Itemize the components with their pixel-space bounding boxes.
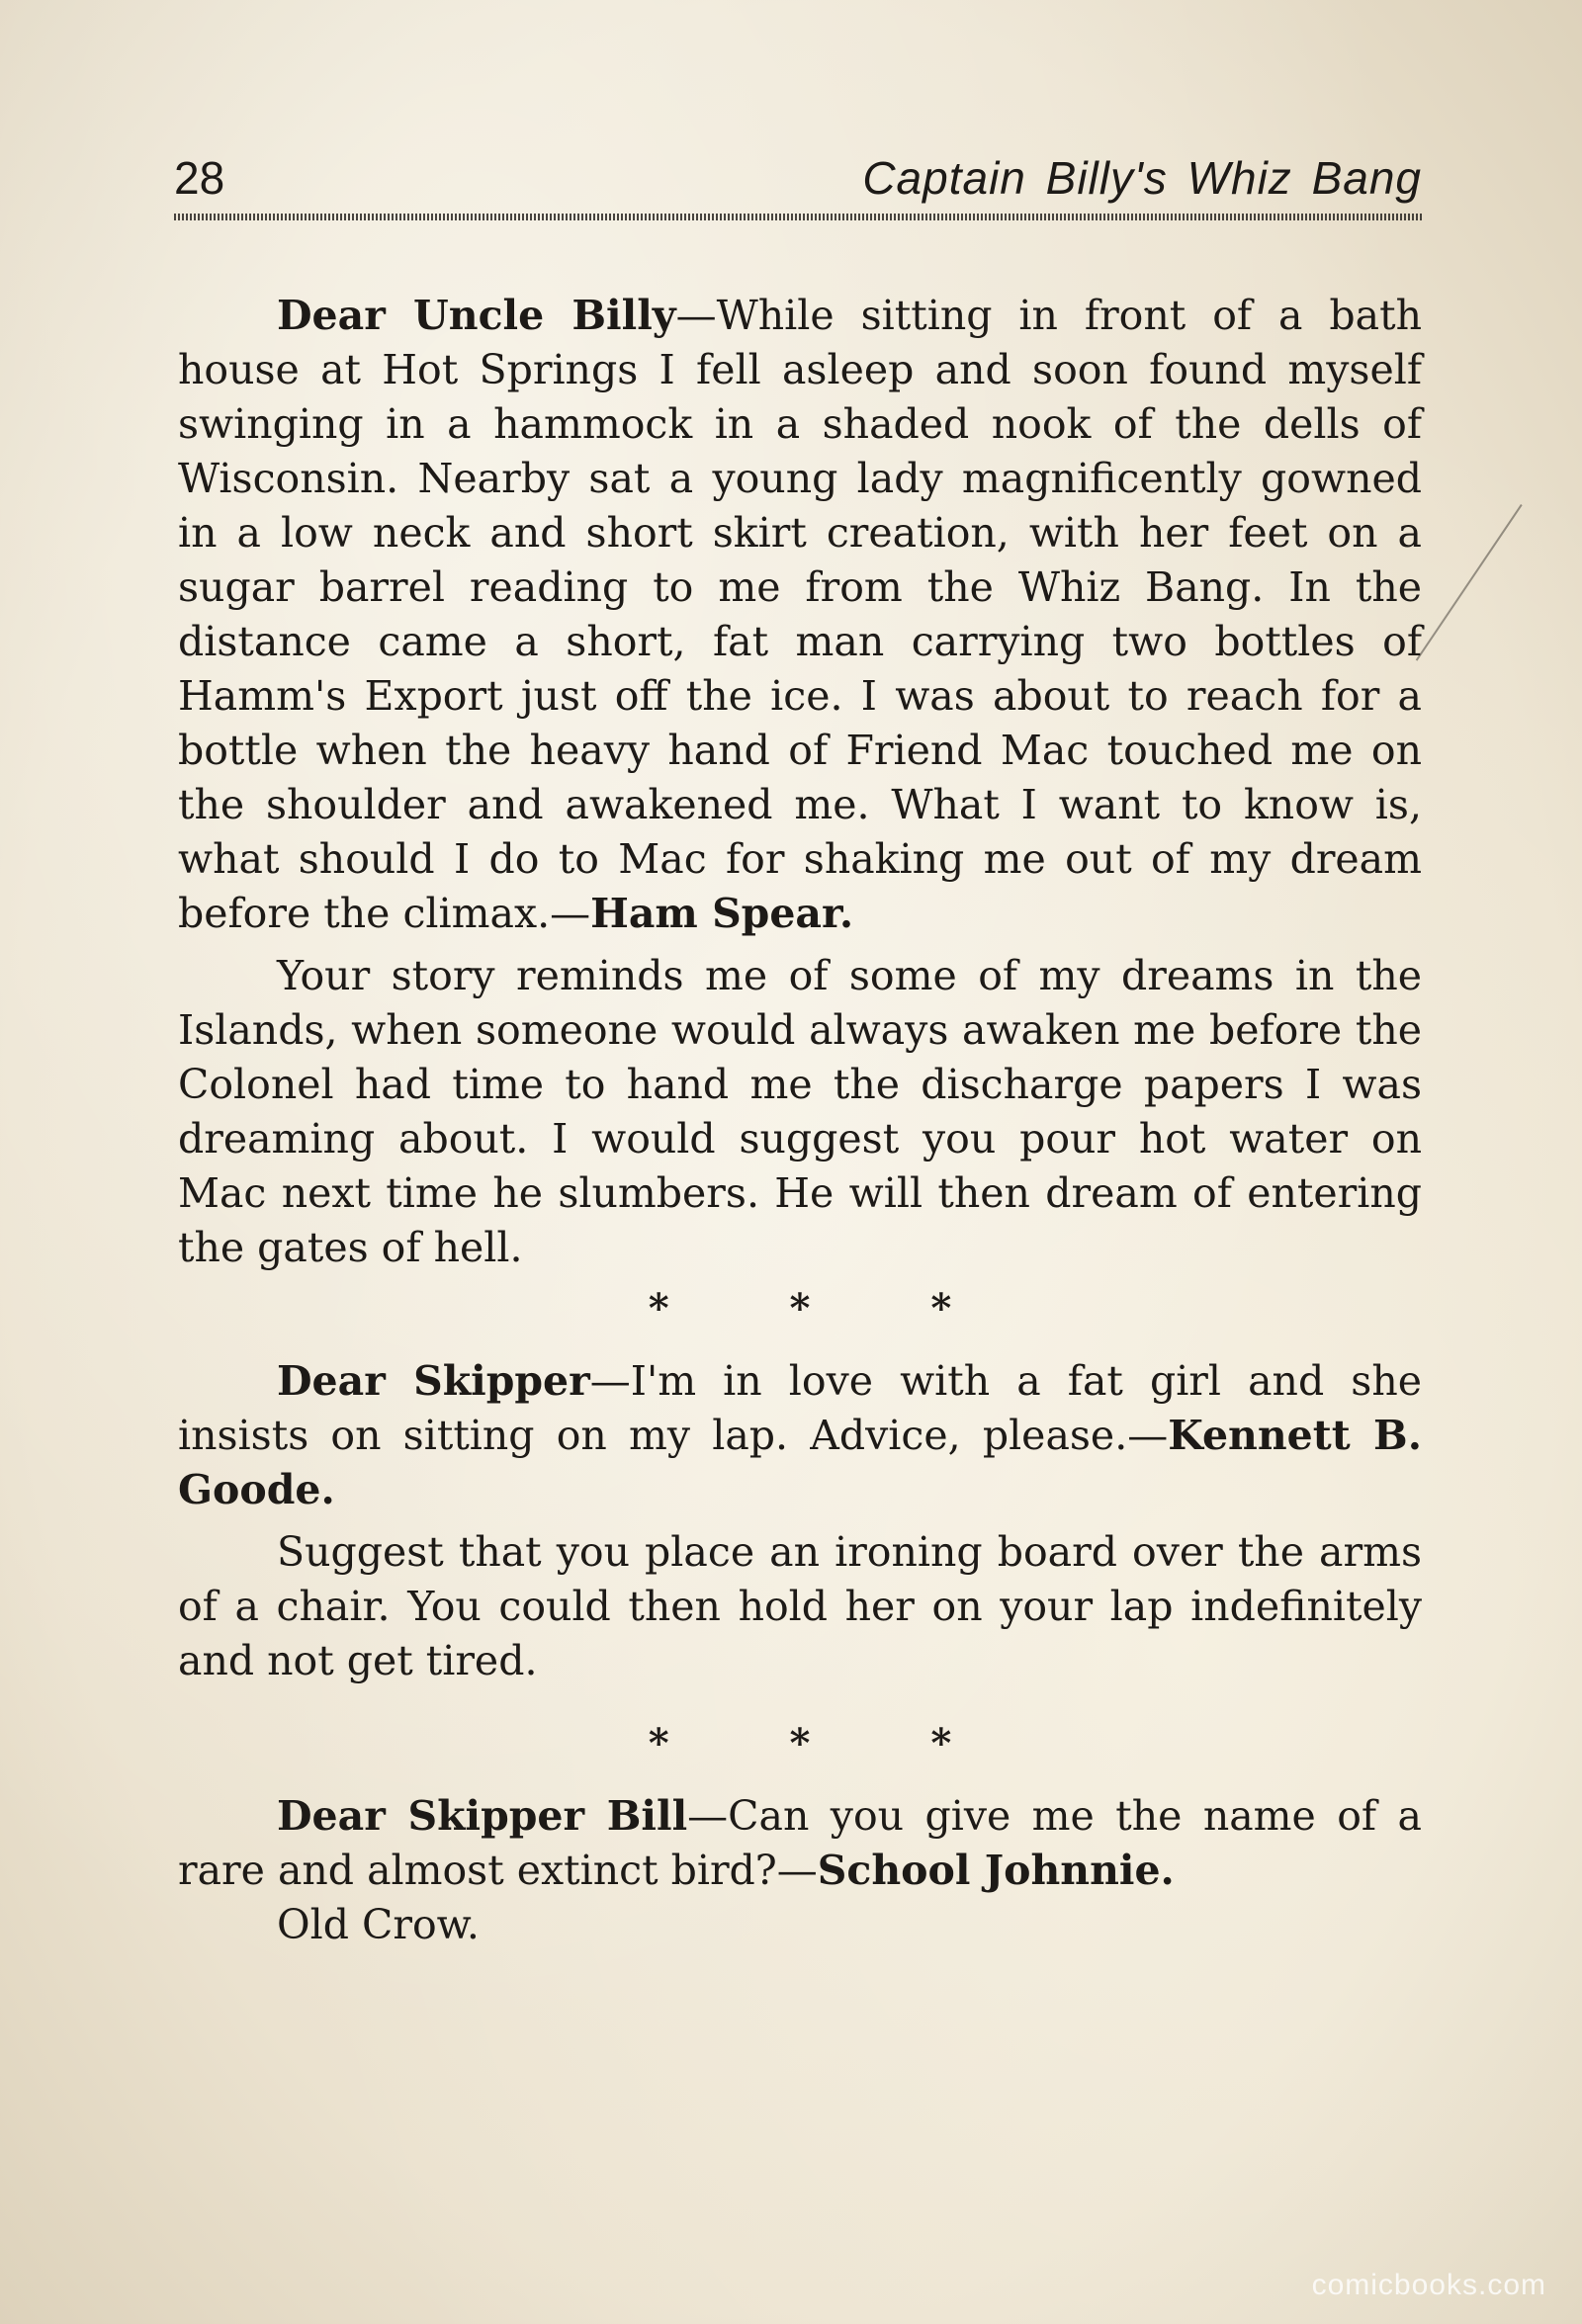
reply-3: Old Crow. [277, 1901, 480, 1948]
letter-2-salutation: Dear Skipper [277, 1357, 590, 1405]
letter-3-salutation: Dear Skipper Bill [277, 1792, 688, 1840]
letter-1-body: —While sitting in front of a bath house at Hot Springs I fell asleep and soon found myself swinging in a hammock in a shaded nook of the dells of Wisconsin. Nearby sat a young lady magnificently gowned in a low neck and short skirt creation, with her feet on a sugar barrel reading to me from the Whiz Bang. In the distance came a short, fat man carrying two bottles of Hamm's Export just off the ice. I was about to reach for a bottle when the heavy hand of Friend Mac touched me on the shoulder and awakened me. What I want to know is, what should I do to Mac for shaking me out of my dream before the climax.— [178, 292, 1422, 937]
running-title: Captain Billy's Whiz Bang [862, 152, 1422, 204]
page-header [174, 148, 1422, 208]
letter-1-signature: Ham Spear. [590, 890, 854, 937]
watermark: comicbooks.com [1311, 2269, 1546, 2301]
letter-2-signature: Kennett B. Goode. [178, 1412, 1422, 1513]
header-rule [174, 214, 1422, 220]
letter-3 [178, 1789, 1422, 1898]
letter-1-salutation: Dear Uncle Billy [277, 292, 676, 339]
page-content [178, 289, 1422, 1952]
section-separator-1: * * * [648, 1285, 1006, 1332]
paper-scratch [1416, 504, 1523, 661]
letter-2 [178, 1354, 1422, 1517]
letter-2-body: —I'm in love with a fat girl and she insists on sitting on my lap. Advice, please.— [178, 1357, 1422, 1459]
page-number: 28 [174, 152, 225, 204]
letter-3-signature: School Johnnie. [817, 1847, 1175, 1894]
letter-3-body: —Can you give me the name of a rare and almost extinct bird?— [178, 1792, 1422, 1894]
letter-1 [178, 289, 1422, 941]
reply-1: Your story reminds me of some of my dreams in the Islands, when someone would always awaken me before the Colonel had time to hand me the discharge papers I was dreaming about. I would suggest you pour hot water on Mac next time he slumbers. He will then dream of entering the gates of hell. [178, 952, 1422, 1271]
section-separator-2: * * * [648, 1720, 1006, 1766]
reply-2: Suggest that you place an ironing board over the arms of a chair. You could then hold her on your lap indefinitely and not get tired. [178, 1528, 1422, 1684]
